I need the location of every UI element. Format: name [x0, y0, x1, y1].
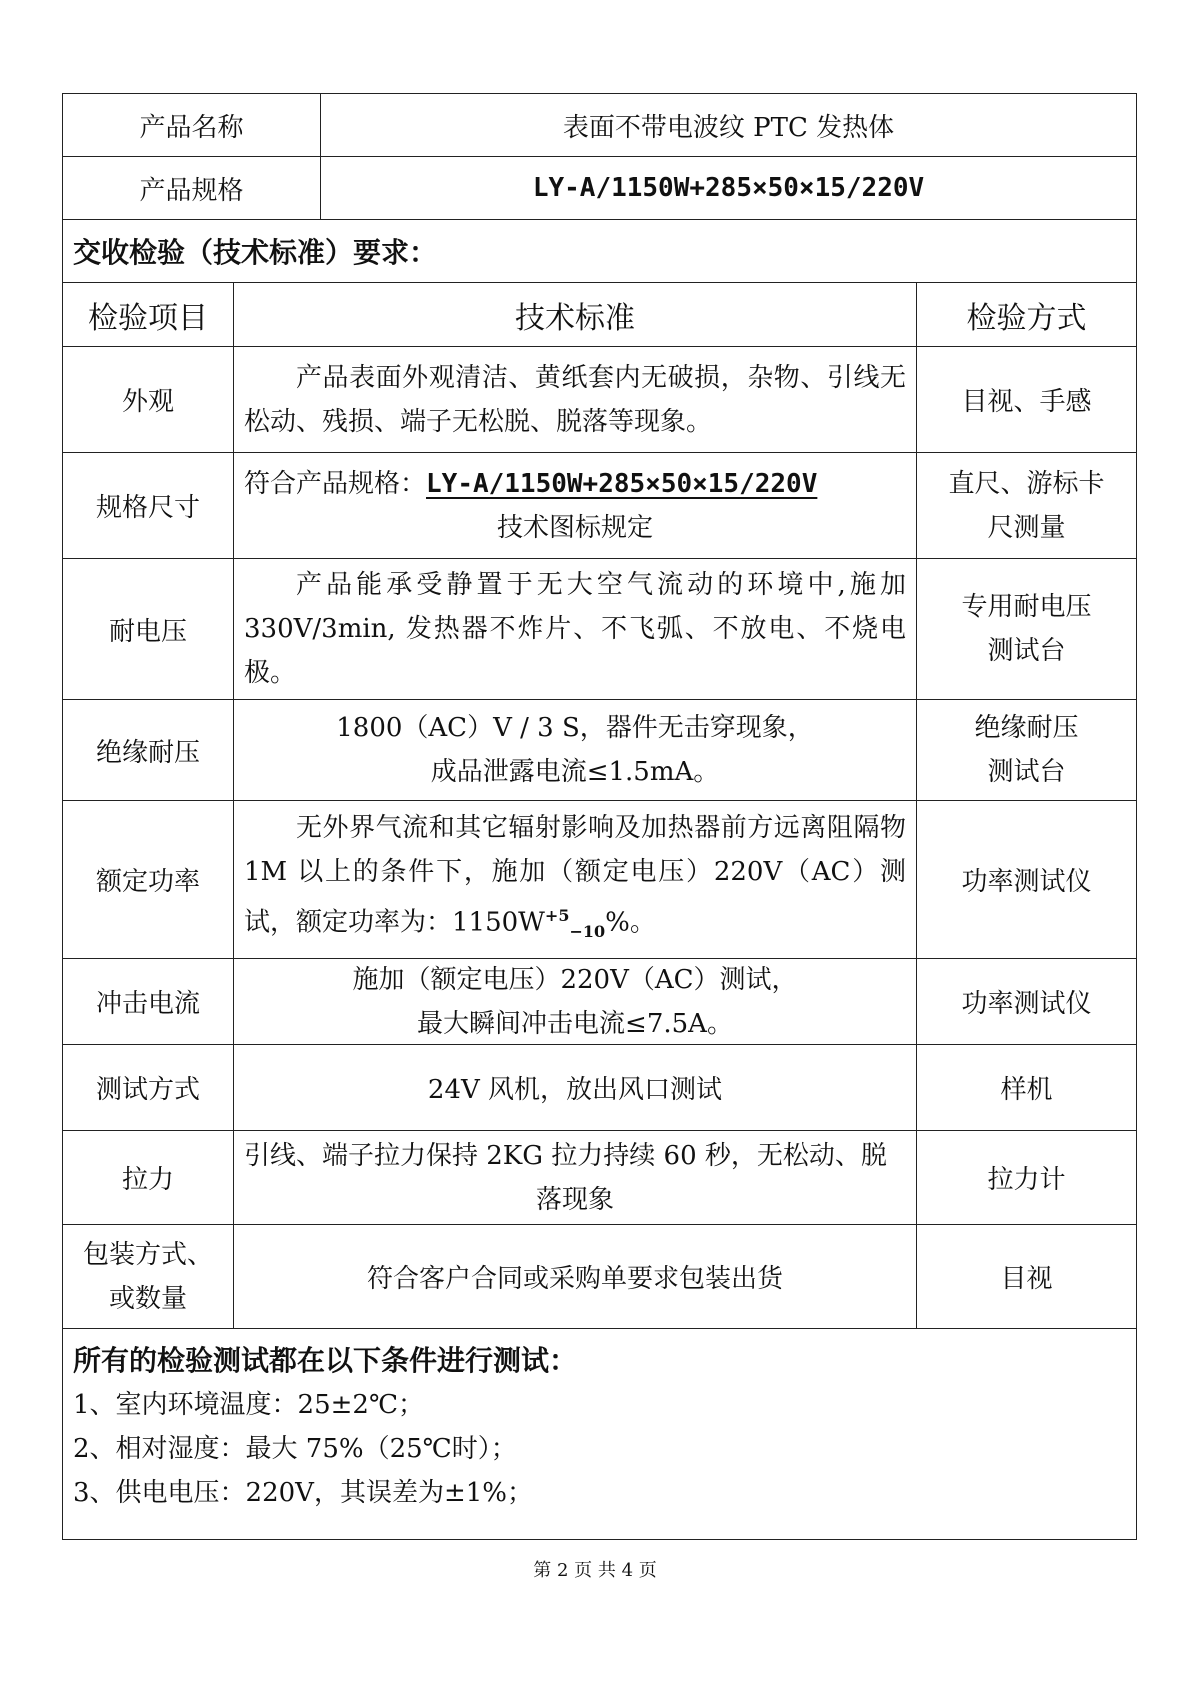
standard-text: 产品能承受静置于无大空气流动的环境中,施加330V/3min, 发热器不炸片、不飞弧、不放电、不烧电极。	[244, 570, 906, 688]
column-header-standard: 技术标准	[234, 283, 917, 346]
method-line-1: 直尺、游标卡	[948, 468, 1105, 499]
item-line-1: 包装方式、	[82, 1239, 213, 1270]
row-item-withstand-voltage: 耐电压	[63, 559, 234, 699]
row-item-inrush-current: 冲击电流	[63, 959, 234, 1044]
condition-item: 3、供电电压：220V，其误差为±1%；	[73, 1478, 533, 1508]
row-item-rated-power: 额定功率	[63, 801, 234, 958]
row-method-tension: 拉力计	[987, 1165, 1066, 1195]
row-standard-rated-power	[234, 801, 917, 958]
standard-line-2: 最大瞬间冲击电流≤7.5A。	[417, 1008, 733, 1039]
standard-line-1	[244, 462, 906, 506]
row-method-appearance: 目视、手感	[961, 387, 1092, 417]
condition-item: 1、室内环境温度：25±2℃；	[73, 1390, 425, 1420]
conditions-section	[63, 1329, 1136, 1539]
product-spec-value: LY-A/1150W+285×50×15/220V	[532, 173, 925, 203]
standard-line-2: 落现象	[535, 1184, 614, 1215]
table-row	[63, 1045, 1136, 1131]
row-method-dimensions	[917, 453, 1136, 558]
standard-line-2: 成品泄露电流≤1.5mA。	[430, 757, 720, 787]
row-method-packaging: 目视	[1000, 1264, 1053, 1294]
table-row	[63, 1225, 1136, 1329]
row-item-dimensions: 规格尺寸	[63, 453, 234, 558]
table-header-row	[63, 283, 1136, 347]
product-spec-row	[63, 157, 1136, 220]
conditions-title: 所有的检验测试都在以下条件进行测试：	[73, 1344, 578, 1377]
row-standard-withstand-voltage	[234, 559, 917, 699]
method-line-1: 专用耐电压	[961, 592, 1092, 622]
row-item-packaging	[63, 1225, 234, 1328]
conditions-box	[73, 1339, 1126, 1515]
standard-prefix: 符合产品规格：	[244, 468, 427, 499]
standard-spec: LY-A/1150W+285×50×15/220V	[426, 468, 818, 499]
tolerance-plus: +5	[544, 905, 570, 925]
standard-line-1: 施加（额定电压）220V（AC）测试，	[352, 964, 798, 995]
row-standard-appearance	[234, 347, 917, 452]
inspection-sheet	[62, 93, 1137, 1540]
row-method-inrush-current: 功率测试仪	[961, 989, 1092, 1019]
standard-line-1: 1800（AC）V / 3 S，器件无击穿现象，	[336, 713, 814, 743]
column-header-item: 检验项目	[63, 283, 234, 346]
row-method-rated-power: 功率测试仪	[961, 867, 1092, 897]
table-row	[63, 801, 1136, 959]
table-row	[63, 453, 1136, 559]
row-method-insulation	[917, 700, 1136, 800]
row-standard-packaging: 符合客户合同或采购单要求包装出货	[234, 1225, 917, 1328]
row-item-tension: 拉力	[63, 1131, 234, 1224]
product-spec-label: 产品规格	[63, 157, 321, 219]
row-item-test-method: 测试方式	[63, 1045, 234, 1130]
product-name-label: 产品名称	[63, 94, 321, 156]
table-row	[63, 559, 1136, 700]
table-row	[63, 347, 1136, 453]
row-standard-insulation	[234, 700, 917, 800]
table-row	[63, 959, 1136, 1045]
row-standard-test-method: 24V 风机，放出风口测试	[234, 1045, 917, 1130]
table-row	[63, 1131, 1136, 1225]
row-item-insulation: 绝缘耐压	[63, 700, 234, 800]
row-item-appearance: 外观	[63, 347, 234, 452]
standard-line-1: 引线、端子拉力保持 2KG 拉力持续 60 秒，无松动、脱	[244, 1140, 887, 1171]
row-standard-dimensions	[234, 453, 917, 558]
table-row	[63, 700, 1136, 801]
product-name-row	[63, 94, 1136, 157]
page-number: 第 2 页 共 4 页	[533, 1560, 657, 1581]
method-line-2: 测试台	[987, 757, 1066, 787]
condition-item: 2、相对湿度：最大 75%（25℃时）；	[73, 1434, 517, 1464]
product-name-value: 表面不带电波纹 PTC 发热体	[562, 112, 895, 143]
tolerance-minus: −10	[569, 921, 606, 941]
row-method-test-method: 样机	[1000, 1075, 1053, 1105]
method-line-1: 绝缘耐压	[974, 713, 1079, 743]
method-line-2: 尺测量	[987, 512, 1066, 543]
column-header-method: 检验方式	[966, 300, 1087, 336]
section-title: 交收检验（技术标准）要求：	[73, 236, 438, 269]
row-standard-tension	[234, 1131, 917, 1224]
row-standard-inrush-current	[234, 959, 917, 1044]
row-method-withstand-voltage	[917, 559, 1136, 699]
standard-tail: %。	[605, 907, 656, 938]
section-title-row	[63, 220, 1136, 283]
item-line-2: 或数量	[108, 1283, 187, 1314]
standard-main: 无外界气流和其它辐射影响及加热器前方远离阻隔物 1M 以上的条件下，施加（额定电压）220V（AC）测试，额定功率为：1150W	[244, 812, 906, 938]
standard-line-2: 技术图标规定	[496, 512, 653, 543]
standard-text: 产品表面外观清洁、黄纸套内无破损，杂物、引线无松动、残损、端子无松脱、脱落等现象。	[244, 362, 906, 437]
standard-text	[244, 806, 906, 954]
method-line-2: 测试台	[987, 636, 1066, 666]
